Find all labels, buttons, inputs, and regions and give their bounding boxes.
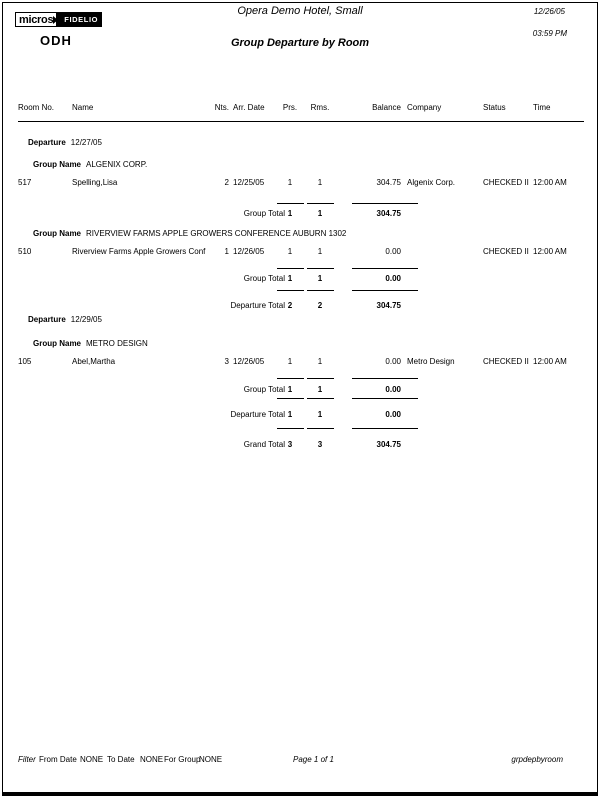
col-time: Time [533, 103, 551, 112]
total-balance: 304.75 [376, 301, 401, 310]
col-arr-date: Arr. Date [233, 103, 265, 112]
footer-page-number: Page 1 of 1 [293, 755, 334, 764]
cell-balance: 0.00 [385, 247, 401, 256]
departure-total-row [18, 409, 584, 421]
total-prs: 2 [287, 301, 293, 310]
group-name-label: Group Name [33, 339, 82, 348]
group-total-row [18, 273, 584, 285]
cell-nts: 2 [224, 178, 229, 187]
group-name-value: RIVERVIEW FARMS APPLE GROWERS CONFERENCE AUBURN 1302 [86, 229, 347, 238]
logo-micros-text: micros [15, 12, 57, 27]
cell-rms: 1 [317, 247, 323, 256]
totals-rule [3, 428, 597, 429]
hotel-code: ODH [40, 33, 72, 48]
table-row [18, 356, 584, 368]
print-time: 03:59 PM [532, 29, 567, 38]
total-prs: 1 [287, 274, 293, 283]
cell-status: CHECKED II [483, 247, 529, 256]
report-title: Group Departure by Room [230, 37, 370, 49]
header-rule [18, 121, 584, 122]
total-prs: 1 [287, 209, 293, 218]
col-prs: Prs. [282, 103, 298, 112]
total-rms: 1 [317, 385, 323, 394]
group-name-value: METRO DESIGN [86, 339, 148, 348]
group-name-label: Group Name [33, 160, 82, 169]
total-prs: 1 [287, 385, 293, 394]
group-total-row [18, 208, 584, 220]
cell-company: Metro Design [407, 357, 455, 366]
group-name-row [33, 338, 148, 350]
departure-label: Departure [28, 138, 66, 147]
total-rms: 1 [317, 274, 323, 283]
group-total-row [18, 384, 584, 396]
grand-total-row [18, 439, 584, 451]
col-name: Name [72, 103, 94, 112]
cell-prs: 1 [287, 247, 293, 256]
departure-row [28, 314, 102, 326]
group-name-row [33, 159, 147, 171]
cell-company [407, 246, 483, 258]
report-page [2, 2, 598, 796]
cell-status: CHECKED II [483, 178, 529, 187]
cell-time: 12:00 AM [533, 247, 567, 256]
departure-date: 12/29/05 [70, 315, 102, 324]
cell-name: Spelling,Lisa [72, 178, 118, 187]
col-room-no: Room No. [18, 103, 55, 112]
cell-rms: 1 [317, 178, 323, 187]
cell-time: 12:00 AM [533, 357, 567, 366]
cell-arr-date: 12/26/05 [233, 247, 265, 256]
total-balance: 304.75 [376, 440, 401, 449]
totals-rule [3, 268, 597, 269]
group-total-label: Group Total [243, 274, 285, 283]
cell-prs: 1 [287, 357, 293, 366]
total-prs: 1 [287, 410, 293, 419]
departure-label: Departure [28, 315, 66, 324]
cell-nts: 1 [224, 247, 229, 256]
cell-name: Abel,Martha [72, 357, 116, 366]
print-date: 12/26/05 [533, 7, 565, 16]
total-rms: 1 [317, 209, 323, 218]
logo-fidelio-text: FIDELIO [57, 12, 102, 27]
total-balance: 304.75 [376, 209, 401, 218]
table-header-row [18, 102, 584, 114]
departure-total-label: Departure Total [230, 410, 285, 419]
departure-date: 12/27/05 [70, 138, 102, 147]
cell-balance: 304.75 [376, 178, 401, 187]
cell-name: Riverview Farms Apple Growers Conf [72, 247, 206, 256]
group-total-label: Group Total [243, 385, 285, 394]
cell-nts: 3 [224, 357, 229, 366]
col-nts: Nts. [214, 103, 229, 112]
col-status: Status [483, 103, 506, 112]
grand-total-label: Grand Total [243, 440, 285, 449]
footer-for-group-label: For Group [164, 755, 201, 764]
cell-balance: 0.00 [385, 357, 401, 366]
group-name-label: Group Name [33, 229, 82, 238]
footer-from-date-label: From Date [39, 755, 77, 764]
cell-time: 12:00 AM [533, 178, 567, 187]
table-row [18, 246, 584, 258]
hotel-name: Opera Demo Hotel, Small [237, 5, 363, 17]
total-rms: 2 [317, 301, 323, 310]
total-balance: 0.00 [385, 410, 401, 419]
total-prs: 3 [287, 440, 293, 449]
cell-arr-date: 12/25/05 [233, 178, 265, 187]
totals-rule [3, 203, 597, 204]
total-balance: 0.00 [385, 385, 401, 394]
total-rms: 3 [317, 440, 323, 449]
table-row [18, 177, 584, 189]
footer-filter-label: Filter [18, 755, 36, 764]
footer-from-date-value: NONE [80, 755, 104, 764]
totals-rule [3, 290, 597, 291]
cell-room: 510 [18, 247, 32, 256]
footer-for-group-value: NONE [199, 755, 223, 764]
totals-rule [3, 378, 597, 379]
cell-room: 517 [18, 178, 32, 187]
col-balance: Balance [372, 103, 401, 112]
group-name-row [33, 228, 346, 240]
cell-arr-date: 12/26/05 [233, 357, 265, 366]
cell-room: 105 [18, 357, 32, 366]
group-total-label: Group Total [243, 209, 285, 218]
col-rms: Rms. [310, 103, 330, 112]
footer-report-id: grpdepbyroom [511, 755, 563, 764]
cell-rms: 1 [317, 357, 323, 366]
total-rms: 1 [317, 410, 323, 419]
group-name-value: ALGENIX CORP. [86, 160, 148, 169]
footer-to-date-label: To Date [107, 755, 135, 764]
departure-total-label: Departure Total [230, 301, 285, 310]
total-balance: 0.00 [385, 274, 401, 283]
departure-row [28, 137, 102, 149]
footer-to-date-value: NONE [140, 755, 164, 764]
cell-company: Algenix Corp. [407, 178, 456, 187]
departure-total-row [18, 300, 584, 312]
cell-status: CHECKED II [483, 357, 529, 366]
totals-rule [3, 398, 597, 399]
cell-prs: 1 [287, 178, 293, 187]
col-company: Company [407, 103, 442, 112]
